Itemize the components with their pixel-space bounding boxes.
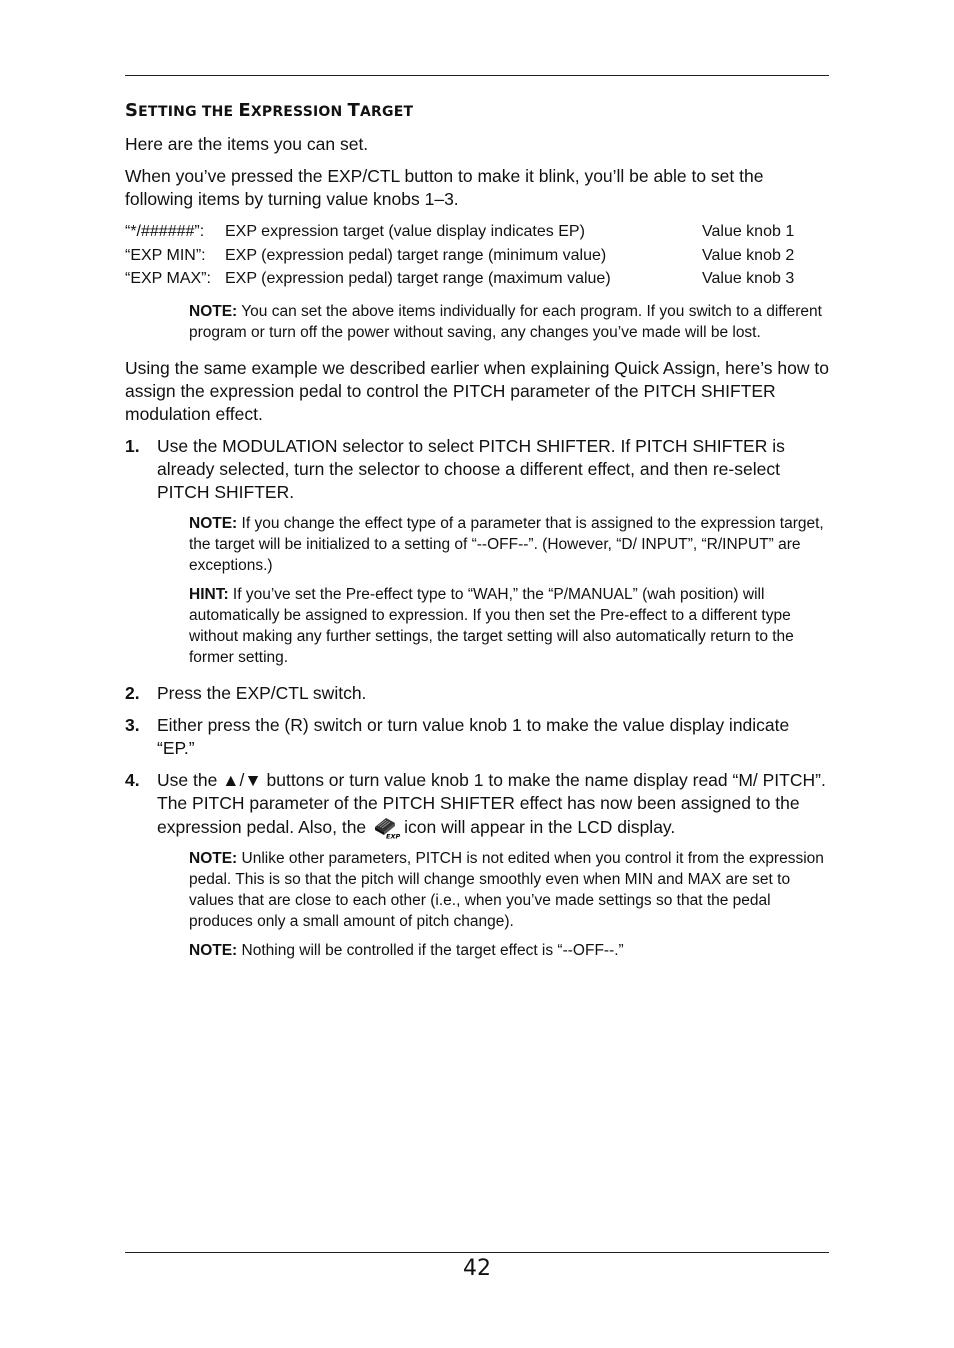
hint-step1 <box>189 584 829 668</box>
heading-sc-2: XPRESSION <box>250 104 348 120</box>
step-number: 3. <box>125 714 140 735</box>
list-item <box>125 714 829 760</box>
hint-text: If you’ve set the Pre-effect type to “WAH,” the “P/MANUAL” (wah position) will automatically be assigned to expression. If you then set the Pre-effect to a different type without making any further settings, the target setting will also automatically return to the former setting. <box>189 585 794 666</box>
expression-pedal-icon <box>372 815 401 840</box>
step-text-after: icon will appear in the LCD display. <box>404 816 676 837</box>
svg-text:EXP: EXP <box>386 832 401 840</box>
step-number: 2. <box>125 682 140 703</box>
note-step4-b <box>189 940 829 961</box>
item-knob: Value knob 3 <box>702 270 795 287</box>
heading-cap-1: S <box>125 100 139 121</box>
heading-cap-2: E <box>238 100 251 121</box>
steps-list <box>125 435 829 961</box>
step-number: 1. <box>125 435 140 456</box>
note-text: If you change the effect type of a parameter that is assigned to the expression target, the target will be initialized to a setting of “--OFF--”. (However, “D/ INPUT”, “R/INPUT” are exceptions.) <box>189 514 824 574</box>
step-text-before: Use the ▲/▼ buttons or turn value knob 1 to make the name display read “M/ PITCH”. The PITCH parameter of the PITCH SHIFTER effect has now been assigned to the expression pedal. Also, the <box>157 769 826 837</box>
step-text: Press the EXP/CTL switch. <box>157 682 367 703</box>
table-row <box>125 267 794 291</box>
list-item <box>125 682 829 705</box>
note-label: NOTE: <box>189 302 238 320</box>
heading-sc-3: ARGET <box>359 104 414 120</box>
note-text: Nothing will be controlled if the target effect is “--OFF--.” <box>237 941 624 959</box>
hint-label: HINT: <box>189 585 229 603</box>
note-text: You can set the above items individually for each program. If you switch to a different program or turn off the power without saving, any changes you’ve made will be lost. <box>189 302 822 341</box>
table-row <box>125 220 794 244</box>
note-label: NOTE: <box>189 514 238 532</box>
step-notes <box>157 848 829 961</box>
item-key: “EXP MAX”: <box>125 270 211 287</box>
item-key: “EXP MIN”: <box>125 246 206 264</box>
item-description: EXP (expression pedal) target range (maximum value) <box>225 270 611 287</box>
item-description: EXP (expression pedal) target range (minimum value) <box>225 246 607 264</box>
item-description: EXP expression target (value display indicates EP) <box>225 223 585 240</box>
item-key: “*/######”: <box>125 223 205 240</box>
table-row <box>125 244 794 268</box>
note-text: Unlike other parameters, PITCH is not edited when you control it from the expression pedal. This is so that the pitch will change smoothly even when MIN and MAX are set to values that are close to each other (i.e., when you’ve made settings so that the pedal produces only a small amount of pitch change). <box>189 849 824 930</box>
heading-cap-3: T <box>347 100 360 121</box>
note-step1 <box>189 513 829 576</box>
list-item <box>125 435 829 668</box>
intro-paragraph-2: When you’ve pressed the EXP/CTL button to make it blink, you’ll be able to set the following items by turning value knobs 1–3. <box>125 166 764 209</box>
settable-items-table <box>125 220 794 291</box>
example-paragraph: Using the same example we described earlier when explaining Quick Assign, here’s how to assign the expression pedal to control the PITCH parameter of the PITCH SHIFTER modulation effect. <box>125 357 829 424</box>
bottom-rule <box>125 1252 829 1253</box>
step-notes <box>157 513 829 668</box>
heading-sc-1: ETTING THE <box>138 104 239 120</box>
step-text: Use the MODULATION selector to select PITCH SHIFTER. If PITCH SHIFTER is already selected, turn the selector to choose a different effect, and then re-select PITCH SHIFTER. <box>157 435 785 502</box>
note-label: NOTE: <box>189 849 238 867</box>
list-item <box>125 769 829 961</box>
item-knob: Value knob 1 <box>702 223 795 240</box>
note-label: NOTE: <box>189 941 238 959</box>
item-knob: Value knob 2 <box>702 246 795 264</box>
note-step4-a <box>189 848 829 932</box>
section-heading <box>125 100 829 121</box>
step-number: 4. <box>125 769 140 790</box>
page-number: 42 <box>463 1256 491 1281</box>
intro-paragraph-1: Here are the items you can set. <box>125 134 369 154</box>
top-rule <box>125 75 829 76</box>
page-content <box>125 100 829 970</box>
step-text: Either press the (R) switch or turn value knob 1 to make the value display indicate “EP.” <box>157 714 790 758</box>
note-items <box>189 301 829 343</box>
